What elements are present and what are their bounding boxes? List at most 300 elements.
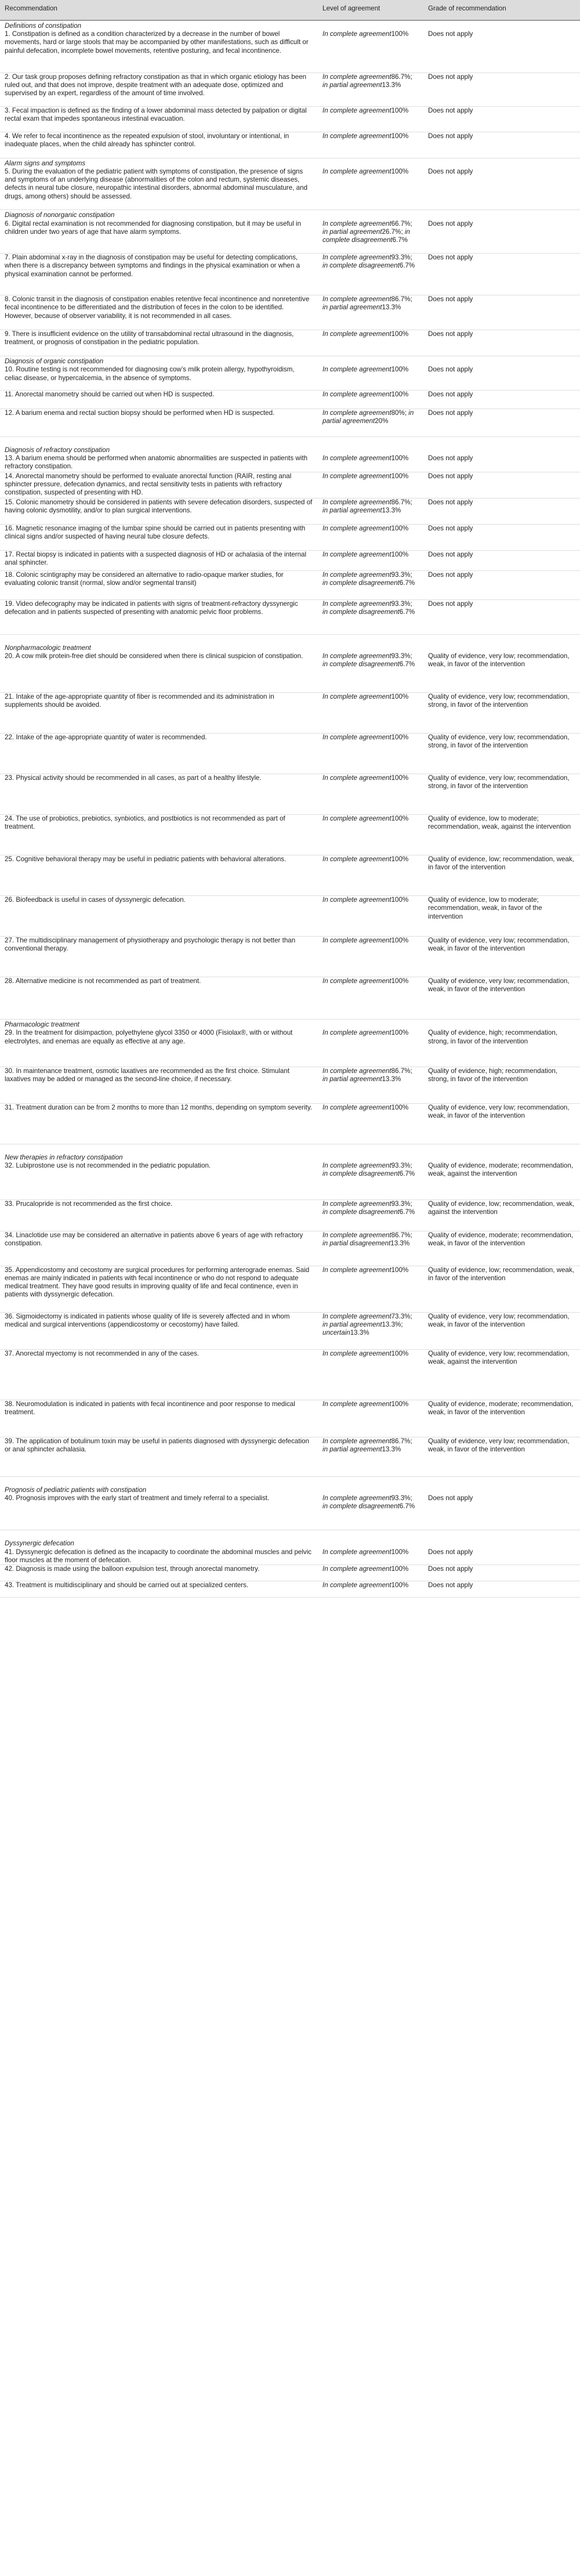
agreement-percent: 100% — [391, 1103, 409, 1111]
recommendation-row — [0, 168, 580, 210]
grade-text: Does not apply — [423, 1581, 580, 1597]
grade-text: Quality of evidence, very low; recommendation, weak, in favor of the intervention — [423, 1312, 580, 1349]
agreement-label: in partial agreement — [322, 1445, 382, 1453]
grade-text: Quality of evidence, moderate; recommendation, weak, in favor of the intervention — [423, 1400, 580, 1437]
recommendation-row — [0, 220, 580, 254]
agreement-label: in partial agreement — [322, 506, 382, 514]
agreement-percent: 100% — [391, 734, 409, 742]
grade-text: Quality of evidence, low; recommendation, weak, against the intervention — [423, 1200, 580, 1231]
agreement-cell — [318, 550, 423, 570]
section-heading: Alarm signs and symptoms — [5, 159, 86, 167]
agreement-label: in complete disagreement — [322, 608, 400, 616]
agreement-percent: 100% — [391, 1029, 409, 1037]
agreement-cell: In complete agreement93.3%; in complete disagreement6.7% — [318, 1200, 423, 1231]
agreement-label: In complete agreement — [322, 1200, 392, 1208]
agreement-cell: In complete agreement93.3%; in complete disagreement6.7% — [318, 254, 423, 295]
agreement-label: In complete agreement — [322, 219, 392, 227]
agreement-percent: 6.7% — [399, 660, 415, 668]
recommendation-row — [0, 390, 580, 409]
recommendation-row — [0, 693, 580, 734]
agreement-percent: 73.3% — [391, 1312, 411, 1320]
agreement-percent: 93.3% — [391, 1494, 411, 1502]
recommendation-text: 7. Plain abdominal x-ray in the diagnosis of constipation may be useful for detecting complications, when there is a discrepancy between symptoms and findings in the physical examination or when a physical examination cannot be performed. — [0, 254, 318, 295]
agreement-label: In complete agreement — [322, 1494, 392, 1502]
section-heading-row — [0, 210, 580, 220]
agreement-label: in partial agreement — [322, 304, 382, 312]
recommendation-row — [0, 774, 580, 815]
recommendation-text: 40. Prognosis improves with the early start of treatment and timely referral to a specialist. — [0, 1494, 318, 1530]
agreement-cell: In complete agreement86.7%; in partial agreement13.3% — [318, 295, 423, 330]
grade-text: Does not apply — [423, 366, 580, 390]
agreement-cell — [318, 1548, 423, 1565]
agreement-percent: 86.7% — [391, 295, 411, 304]
recommendation-text: 11. Anorectal manometry should be carried out when HD is suspected. — [0, 390, 318, 409]
agreement-percent: 86.7% — [391, 1437, 411, 1445]
agreement-percent: 100% — [391, 132, 409, 140]
agreement-percent: 93.3% — [391, 599, 411, 608]
section-heading: Pharmacologic treatment — [5, 1021, 79, 1029]
grade-text: Does not apply — [423, 570, 580, 599]
agreement-label: In complete agreement — [322, 524, 392, 532]
agreement-cell — [318, 977, 423, 1020]
grade-text: Does not apply — [423, 390, 580, 409]
agreement-label: in complete disagreement — [322, 660, 400, 668]
section-heading: New therapies in refractory constipation — [5, 1153, 123, 1161]
agreement-cell: In complete agreement86.7%; in partial agreement13.3% — [318, 1437, 423, 1476]
recommendation-text: 28. Alternative medicine is not recommended as part of treatment. — [0, 977, 318, 1020]
recommendation-row — [0, 1494, 580, 1530]
recommendation-row — [0, 409, 580, 436]
agreement-label: In complete agreement — [322, 1581, 392, 1589]
section-heading-row — [0, 1530, 580, 1548]
agreement-percent: 100% — [391, 472, 409, 480]
recommendation-text: 17. Rectal biopsy is indicated in patients with a suspected diagnosis of HD or achalasia of the internal anal sphincter. — [0, 550, 318, 570]
agreement-label: In complete agreement — [322, 409, 392, 417]
agreement-percent: 100% — [391, 977, 409, 985]
grade-text: Does not apply — [423, 30, 580, 73]
recommendation-row — [0, 1231, 580, 1266]
grade-text: Quality of evidence, very low; recommendation, weak, in favor of the intervention — [423, 1103, 580, 1144]
recommendation-text: 9. There is insufficient evidence on the utility of transabdominal rectal ultrasound in the diagnosis, treatment, or prognosis of constipation in the pediatric population. — [0, 330, 318, 356]
agreement-cell — [318, 454, 423, 472]
header-grade-of-recommendation: Grade of recommendation — [423, 0, 580, 20]
grade-text: Does not apply — [423, 73, 580, 106]
grade-text: Does not apply — [423, 599, 580, 634]
agreement-cell — [318, 1029, 423, 1067]
grade-text: Quality of evidence, moderate; recommendation, weak, in favor of the intervention — [423, 1231, 580, 1266]
agreement-label: In complete agreement — [322, 498, 392, 506]
section-heading-row — [0, 20, 580, 30]
agreement-label: In complete agreement — [322, 454, 392, 463]
agreement-label: In complete agreement — [322, 599, 392, 608]
header-level-of-agreement: Level of agreement — [318, 0, 423, 20]
agreement-percent: 86.7% — [391, 73, 411, 81]
grade-text: Quality of evidence, very low; recommendation, weak, in favor of the intervention — [423, 977, 580, 1020]
agreement-percent: 100% — [391, 30, 409, 38]
agreement-label: In complete agreement — [322, 1162, 392, 1170]
agreement-label: In complete agreement — [322, 1231, 392, 1239]
grade-text: Does not apply — [423, 254, 580, 295]
agreement-percent: 100% — [391, 937, 409, 945]
section-heading: Prognosis of pediatric patients with constipation — [5, 1486, 147, 1494]
recommendation-row — [0, 498, 580, 524]
recommendation-row — [0, 855, 580, 896]
grade-text: Does not apply — [423, 409, 580, 436]
grade-text: Quality of evidence, very low; recommendation, strong, in favor of the intervention — [423, 693, 580, 734]
recommendation-row — [0, 73, 580, 106]
agreement-percent: 13.3% — [382, 506, 401, 514]
recommendation-text: 21. Intake of the age-appropriate quantity of fiber is recommended and its administration in supplements should be avoided. — [0, 693, 318, 734]
recommendation-text: 19. Video defecography may be indicated in patients with signs of treatment-refractory dyssynergic defecation and in patients suspected of presenting with anatomic pelvic floor problems. — [0, 599, 318, 634]
agreement-cell — [318, 1581, 423, 1597]
agreement-cell — [318, 472, 423, 498]
section-heading: Dyssynergic defecation — [5, 1540, 74, 1548]
agreement-label: In complete agreement — [322, 1067, 392, 1075]
agreement-label: In complete agreement — [322, 30, 392, 38]
agreement-cell — [318, 937, 423, 977]
recommendation-text: 25. Cognitive behavioral therapy may be useful in pediatric patients with behavioral alterations. — [0, 855, 318, 896]
section-heading: Diagnosis of refractory constipation — [5, 446, 110, 454]
agreement-percent: 6.7% — [399, 1502, 415, 1511]
grade-text: Does not apply — [423, 1494, 580, 1530]
agreement-percent: 93.3% — [391, 1162, 411, 1170]
recommendation-text: 26. Biofeedback is useful in cases of dyssynergic defecation. — [0, 896, 318, 937]
agreement-cell: In complete agreement93.3%; in complete disagreement6.7% — [318, 1162, 423, 1200]
agreement-percent: 6.7% — [399, 1208, 415, 1216]
grade-text: Quality of evidence, high; recommendation, strong, in favor of the intervention — [423, 1067, 580, 1103]
agreement-cell — [318, 330, 423, 356]
agreement-cell: In complete agreement66.7%; in partial agreement26.7%; in complete disagreement6.7% — [318, 220, 423, 254]
agreement-cell — [318, 1103, 423, 1144]
agreement-percent: 100% — [391, 774, 409, 782]
grade-text: Quality of evidence, low; recommendation, weak, in favor of the intervention — [423, 1266, 580, 1312]
recommendation-text: 39. The application of botulinum toxin may be useful in patients diagnosed with dyssynergic defecation or anal sphincter achalasia. — [0, 1437, 318, 1476]
recommendation-text: 32. Lubiprostone use is not recommended in the pediatric population. — [0, 1162, 318, 1200]
agreement-percent: 100% — [391, 366, 409, 374]
agreement-label: In complete agreement — [322, 1029, 392, 1037]
agreement-label: In complete agreement — [322, 106, 392, 114]
agreement-cell: In complete agreement73.3%; in partial agreement13.3%; uncertain13.3% — [318, 1312, 423, 1349]
recommendation-row — [0, 652, 580, 693]
grade-text: Quality of evidence, very low; recommendation, weak, against the intervention — [423, 1349, 580, 1400]
agreement-cell — [318, 693, 423, 734]
section-heading-row — [0, 634, 580, 652]
recommendation-text: 29. In the treatment for disimpaction, polyethylene glycol 3350 or 4000 (Fisiolax®, with or without electrolytes, and enemas are equally as effective at any age. — [0, 1029, 318, 1067]
agreement-percent: 80% — [391, 409, 405, 417]
grade-text: Quality of evidence, moderate; recommendation, weak, against the intervention — [423, 1162, 580, 1200]
agreement-percent: 100% — [391, 815, 409, 823]
agreement-cell — [318, 132, 423, 158]
recommendation-text: 1. Constipation is defined as a condition characterized by a decrease in the number of bowel movements, hard or large stools that may be accompanied by other manifestations, such as difficult or painful defecation, incomplete bowel movements, retentive posturing, and fecal incontinence. — [0, 30, 318, 73]
agreement-percent: 13.3% — [382, 304, 401, 312]
agreement-percent: 13.3% — [382, 1320, 401, 1328]
recommendation-row — [0, 1349, 580, 1400]
grade-text: Does not apply — [423, 168, 580, 210]
recommendation-text: 27. The multidisciplinary management of physiotherapy and psychologic therapy is not better than conventional therapy. — [0, 937, 318, 977]
recommendation-text: 18. Colonic scintigraphy may be considered an alternative to radio-opaque marker studies, for evaluating colonic transit (normal, slow and/or segmental transit) — [0, 570, 318, 599]
agreement-label: in partial agreement — [322, 227, 382, 236]
recommendation-text: 14. Anorectal manometry should be performed to evaluate anorectal function (RAIR, resting anal sphincter pressure, defecation dynamics, and rectal sensitivity tests in patients with refractory constipation, suspected of presenting with HD. — [0, 472, 318, 498]
agreement-label: in complete disagreement — [322, 227, 410, 244]
grade-text: Quality of evidence, very low; recommendation, weak, in favor of the intervention — [423, 1437, 580, 1476]
recommendation-row — [0, 254, 580, 295]
recommendation-text: 5. During the evaluation of the pediatric patient with symptoms of constipation, the presence of signs and symptoms of an underlying disease (abnormalities of the colon and rectum, systemic diseases, defects in neural tube closure, neuropathic intestinal disorders, abnormal abdominal musculature, and drugs, among others) should be assessed. — [0, 168, 318, 210]
recommendation-row — [0, 472, 580, 498]
agreement-percent: 13.3% — [350, 1329, 369, 1337]
section-heading: Diagnosis of organic constipation — [5, 357, 104, 366]
recommendation-text: 35. Appendicostomy and cecostomy are surgical procedures for performing anterograde enemas. Said enemas are mainly indicated in patients with fecal incontinence or who do not respond to adequate medical treatment. They have good results in improving quality of life and fecal continence, even in patients with dyssynergic defecation. — [0, 1266, 318, 1312]
agreement-percent: 100% — [391, 330, 409, 338]
section-heading-row — [0, 1476, 580, 1494]
agreement-label: in partial agreement — [322, 409, 414, 425]
agreement-percent: 6.7% — [399, 1170, 415, 1178]
agreement-cell — [318, 1266, 423, 1312]
grade-text: Does not apply — [423, 1565, 580, 1581]
recommendation-row — [0, 815, 580, 855]
agreement-percent: 100% — [391, 1565, 409, 1573]
recommendation-text: 3. Fecal impaction is defined as the finding of a lower abdominal mass detected by palpation or digital rectal exam that impedes spontaneous intestinal evacuation. — [0, 106, 318, 132]
agreement-label: In complete agreement — [322, 1565, 392, 1573]
grade-text: Quality of evidence, high; recommendation, strong, in favor of the intervention — [423, 1029, 580, 1067]
recommendation-text: 4. We refer to fecal incontinence as the repeated expulsion of stool, involuntary or intentional, in inadequate places, when the child already has sphincter control. — [0, 132, 318, 158]
recommendation-text: 12. A barium enema and rectal suction biopsy should be performed when HD is suspected. — [0, 409, 318, 436]
agreement-label: In complete agreement — [322, 1548, 392, 1556]
agreement-cell — [318, 366, 423, 390]
agreement-cell: In complete agreement93.3%; in complete disagreement6.7% — [318, 652, 423, 693]
agreement-cell: In complete agreement80%; in partial agreement20% — [318, 409, 423, 436]
agreement-cell — [318, 1565, 423, 1581]
recommendation-text: 37. Anorectal myectomy is not recommended in any of the cases. — [0, 1349, 318, 1400]
recommendation-text: 10. Routine testing is not recommended for diagnosing cow’s milk protein allergy, hypothyroidism, celiac disease, or hypercalcemia, in the absence of symptoms. — [0, 366, 318, 390]
agreement-label: In complete agreement — [322, 693, 392, 701]
recommendation-text: 22. Intake of the age-appropriate quantity of water is recommended. — [0, 734, 318, 774]
agreement-label: In complete agreement — [322, 1349, 392, 1357]
recommendation-text: 13. A barium enema should be performed when anatomic abnormalities are suspected in patients with refractory constipation. — [0, 454, 318, 472]
recommendation-row — [0, 1565, 580, 1581]
agreement-percent: 86.7% — [391, 1231, 411, 1239]
agreement-label: In complete agreement — [322, 815, 392, 823]
recommendation-row — [0, 937, 580, 977]
agreement-cell — [318, 168, 423, 210]
agreement-label: In complete agreement — [322, 167, 392, 175]
agreement-label: In complete agreement — [322, 254, 392, 262]
grade-text: Quality of evidence, very low; recommendation, weak, in favor of the intervention — [423, 652, 580, 693]
agreement-label: In complete agreement — [322, 570, 392, 579]
recommendation-row — [0, 30, 580, 73]
agreement-percent: 13.3% — [390, 1239, 410, 1247]
grade-text: Quality of evidence, low; recommendation, weak, in favor of the intervention — [423, 855, 580, 896]
agreement-label: in complete disagreement — [322, 579, 400, 587]
agreement-percent: 86.7% — [391, 498, 411, 506]
grade-text: Does not apply — [423, 106, 580, 132]
agreement-label: In complete agreement — [322, 550, 392, 558]
agreement-percent: 13.3% — [382, 1075, 401, 1083]
agreement-label: In complete agreement — [322, 855, 392, 864]
agreement-percent: 100% — [391, 693, 409, 701]
grade-text: Quality of evidence, low to moderate; recommendation, weak, against the intervention — [423, 815, 580, 855]
agreement-label: In complete agreement — [322, 472, 392, 480]
agreement-label: In complete agreement — [322, 1312, 392, 1320]
grade-text: Does not apply — [423, 220, 580, 254]
recommendation-row — [0, 366, 580, 390]
agreement-percent: 100% — [391, 855, 409, 864]
agreement-label: uncertain — [322, 1329, 350, 1337]
agreement-label: In complete agreement — [322, 295, 392, 304]
agreement-cell — [318, 774, 423, 815]
recommendation-row — [0, 454, 580, 472]
agreement-label: in complete disagreement — [322, 1208, 400, 1216]
grade-text: Does not apply — [423, 524, 580, 550]
agreement-percent: 100% — [391, 167, 409, 175]
agreement-cell: In complete agreement86.7%; in partial disagreement13.3% — [318, 1231, 423, 1266]
grade-text: Does not apply — [423, 132, 580, 158]
agreement-percent: 93.3% — [391, 254, 411, 262]
recommendation-text: 23. Physical activity should be recommended in all cases, as part of a healthy lifestyle. — [0, 774, 318, 815]
recommendation-row — [0, 977, 580, 1020]
agreement-percent: 93.3% — [391, 652, 411, 660]
recommendation-text: 31. Treatment duration can be from 2 months to more than 12 months, depending on symptom severity. — [0, 1103, 318, 1144]
agreement-label: in complete disagreement — [322, 1170, 400, 1178]
table-body — [0, 20, 580, 1597]
agreement-label: in complete disagreement — [322, 262, 400, 270]
agreement-label: In complete agreement — [322, 132, 392, 140]
agreement-label: In complete agreement — [322, 330, 392, 338]
agreement-percent: 20% — [375, 417, 389, 425]
recommendation-row — [0, 896, 580, 937]
agreement-cell: In complete agreement93.3%; in complete disagreement6.7% — [318, 599, 423, 634]
agreement-label: In complete agreement — [322, 73, 392, 81]
recommendation-row — [0, 1400, 580, 1437]
recommendation-text: 30. In maintenance treatment, osmotic laxatives are recommended as the first choice. Stimulant laxatives may be added or managed as the second-line choice, if necessary. — [0, 1067, 318, 1103]
agreement-label: In complete agreement — [322, 1103, 392, 1111]
agreement-percent: 100% — [391, 454, 409, 463]
section-heading-row — [0, 436, 580, 454]
recommendation-row — [0, 599, 580, 634]
recommendation-text: 2. Our task group proposes defining refractory constipation as that in which organic etiology has been ruled out, and that does not improve, despite treatment with an adequate dose, optimized and supervised by an expert, regardless of the amount of time involved. — [0, 73, 318, 106]
grade-text: Does not apply — [423, 550, 580, 570]
recommendation-row — [0, 1437, 580, 1476]
agreement-percent: 86.7% — [391, 1067, 411, 1075]
section-heading: Definitions of constipation — [5, 22, 82, 30]
grade-text: Does not apply — [423, 454, 580, 472]
recommendation-text: 8. Colonic transit in the diagnosis of constipation enables retentive fecal incontinence and nonretentive fecal incontinence to be differentiated and the distribution of feces in the colon to be identified. However, because of observer variability, it is not recommended in all cases. — [0, 295, 318, 330]
agreement-cell: In complete agreement86.7%; in partial agreement13.3% — [318, 498, 423, 524]
recommendation-text: 15. Colonic manometry should be considered in patients with severe defecation disorders, suspected of having colonic dysmotility, and/or to plan surgical interventions. — [0, 498, 318, 524]
agreement-label: In complete agreement — [322, 896, 392, 904]
grade-text: Quality of evidence, low to moderate; recommendation, weak, in favor of the intervention — [423, 896, 580, 937]
agreement-label: In complete agreement — [322, 652, 392, 660]
table-header — [0, 0, 580, 20]
agreement-label: in partial agreement — [322, 1075, 382, 1083]
agreement-cell — [318, 896, 423, 937]
section-heading-row — [0, 356, 580, 366]
agreement-percent: 93.3% — [391, 1200, 411, 1208]
recommendation-row — [0, 132, 580, 158]
agreement-cell — [318, 1349, 423, 1400]
grade-text: Does not apply — [423, 295, 580, 330]
recommendation-text: 42. Diagnosis is made using the balloon expulsion test, through anorectal manometry. — [0, 1565, 318, 1581]
agreement-percent: 13.3% — [382, 81, 401, 89]
agreement-percent: 13.3% — [382, 1445, 401, 1453]
agreement-percent: 6.7% — [399, 579, 415, 587]
recommendation-row — [0, 1200, 580, 1231]
agreement-cell: In complete agreement86.7%; in partial agreement13.3% — [318, 73, 423, 106]
agreement-percent: 100% — [391, 1581, 409, 1589]
section-heading: Diagnosis of nonorganic constipation — [5, 211, 115, 219]
agreement-cell: In complete agreement93.3%; in complete disagreement6.7% — [318, 1494, 423, 1530]
agreement-label: in partial agreement — [322, 81, 382, 89]
agreement-cell — [318, 1400, 423, 1437]
grade-text: Does not apply — [423, 498, 580, 524]
agreement-label: in partial disagreement — [322, 1239, 391, 1247]
recommendation-row — [0, 524, 580, 550]
recommendation-row — [0, 1312, 580, 1349]
agreement-percent: 100% — [391, 524, 409, 532]
agreement-label: in complete disagreement — [322, 1502, 400, 1511]
agreement-cell — [318, 390, 423, 409]
recommendation-row — [0, 734, 580, 774]
agreement-label: In complete agreement — [322, 1266, 392, 1274]
section-heading-row — [0, 1144, 580, 1162]
recommendation-text: 24. The use of probiotics, prebiotics, synbiotics, and postbiotics is not recommended as part of treatment. — [0, 815, 318, 855]
agreement-percent: 100% — [391, 1266, 409, 1274]
agreement-percent: 100% — [391, 550, 409, 558]
recommendation-text: 34. Linaclotide use may be considered an alternative in patients above 6 years of age with refractory constipation. — [0, 1231, 318, 1266]
section-heading: Nonpharmacologic treatment — [5, 644, 91, 652]
header-row — [0, 0, 580, 20]
agreement-label: In complete agreement — [322, 366, 392, 374]
agreement-cell — [318, 106, 423, 132]
agreement-percent: 100% — [391, 1400, 409, 1408]
agreement-cell — [318, 855, 423, 896]
recommendation-text: 16. Magnetic resonance imaging of the lumbar spine should be carried out in patients presenting with clinical signs and/or suspected of having neural tube closure defects. — [0, 524, 318, 550]
agreement-percent: 26.7% — [382, 227, 401, 236]
agreement-percent: 6.7% — [399, 608, 415, 616]
section-heading-row — [0, 1020, 580, 1029]
agreement-cell — [318, 734, 423, 774]
recommendation-row — [0, 1162, 580, 1200]
agreement-percent: 100% — [391, 106, 409, 114]
agreement-percent: 100% — [391, 1548, 409, 1556]
recommendation-row — [0, 1548, 580, 1565]
agreement-cell — [318, 524, 423, 550]
recommendation-row — [0, 1266, 580, 1312]
agreement-label: In complete agreement — [322, 390, 392, 398]
agreement-cell — [318, 30, 423, 73]
agreement-label: In complete agreement — [322, 774, 392, 782]
recommendation-row — [0, 1581, 580, 1597]
agreement-cell: In complete agreement86.7%; in partial agreement13.3% — [318, 1067, 423, 1103]
recommendation-row — [0, 550, 580, 570]
agreement-label: In complete agreement — [322, 977, 392, 985]
recommendation-row — [0, 330, 580, 356]
grade-text: Quality of evidence, very low; recommendation, strong, in favor of the intervention — [423, 774, 580, 815]
recommendation-row — [0, 1067, 580, 1103]
agreement-percent: 100% — [391, 1349, 409, 1357]
recommendation-text: 33. Prucalopride is not recommended as the first choice. — [0, 1200, 318, 1231]
agreement-percent: 100% — [391, 390, 409, 398]
recommendation-row — [0, 106, 580, 132]
recommendation-row — [0, 1103, 580, 1144]
agreement-percent: 6.7% — [392, 236, 408, 244]
agreement-label: In complete agreement — [322, 1437, 392, 1445]
recommendation-text: 38. Neuromodulation is indicated in patients with fecal incontinence and poor response to medical treatment. — [0, 1400, 318, 1437]
agreement-label: in partial agreement — [322, 1320, 382, 1328]
recommendation-row — [0, 570, 580, 599]
grade-text: Does not apply — [423, 330, 580, 356]
agreement-label: In complete agreement — [322, 937, 392, 945]
grade-text: Quality of evidence, very low; recommendation, weak, in favor of the intervention — [423, 937, 580, 977]
